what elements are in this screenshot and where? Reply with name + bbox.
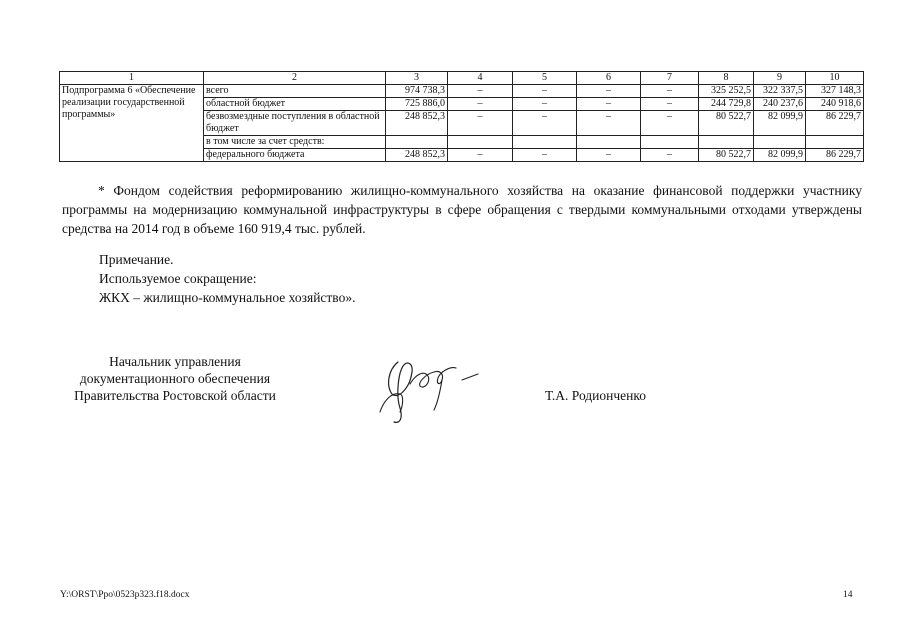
table-cell: – xyxy=(641,111,699,136)
table-cell: 322 337,5 xyxy=(754,85,806,98)
position-line: документационного обеспечения xyxy=(79,371,271,386)
column-header: 10 xyxy=(806,72,864,85)
column-header: 8 xyxy=(699,72,754,85)
note-title: Примечание. xyxy=(99,252,174,267)
table-cell: 248 852,3 xyxy=(386,111,448,136)
table-cell: – xyxy=(513,111,577,136)
table-cell: – xyxy=(448,149,513,162)
table-cell xyxy=(386,136,448,149)
column-header: 3 xyxy=(386,72,448,85)
table-cell: 248 852,3 xyxy=(386,149,448,162)
table-cell: 327 148,3 xyxy=(806,85,864,98)
table-cell: 86 229,7 xyxy=(806,111,864,136)
table-cell: 974 738,3 xyxy=(386,85,448,98)
table-cell: – xyxy=(448,98,513,111)
table-cell: 240 237,6 xyxy=(754,98,806,111)
table-cell xyxy=(699,136,754,149)
table-cell: 80 522,7 xyxy=(699,111,754,136)
row-label: безвозмездные поступления в областной бюджет xyxy=(204,111,386,136)
table-header-row xyxy=(60,72,864,85)
table-cell: 244 729,8 xyxy=(699,98,754,111)
signatory-name: Т.А. Родионченко xyxy=(545,388,646,403)
table-cell: – xyxy=(577,149,641,162)
row-label: всего xyxy=(204,85,386,98)
table-cell: – xyxy=(641,149,699,162)
table-cell: – xyxy=(577,85,641,98)
note-block xyxy=(99,250,355,307)
table-cell: 325 252,5 xyxy=(699,85,754,98)
table-cell: – xyxy=(448,85,513,98)
signatory-position xyxy=(50,353,300,404)
program-name-cell: Подпрограмма 6 «Обеспечение реализации государственной программы» xyxy=(60,85,204,162)
table-cell: 82 099,9 xyxy=(754,149,806,162)
handwritten-signature xyxy=(370,350,490,430)
table-cell: – xyxy=(641,85,699,98)
table-cell: 725 886,0 xyxy=(386,98,448,111)
table-cell: – xyxy=(513,149,577,162)
budget-table xyxy=(59,71,864,162)
table-cell: 80 522,7 xyxy=(699,149,754,162)
table-cell xyxy=(806,136,864,149)
table-cell xyxy=(513,136,577,149)
note-abbreviation: ЖКХ – жилищно-коммунальное хозяйство». xyxy=(99,290,356,305)
table-cell xyxy=(448,136,513,149)
table-cell xyxy=(641,136,699,149)
row-label: областной бюджет xyxy=(204,98,386,111)
table-cell: 240 918,6 xyxy=(806,98,864,111)
table-cell: – xyxy=(577,111,641,136)
column-header: 2 xyxy=(204,72,386,85)
position-line: Правительства Ростовской области xyxy=(74,388,276,403)
table-cell: – xyxy=(641,98,699,111)
page-number: 14 xyxy=(843,590,853,600)
column-header: 1 xyxy=(60,72,204,85)
table-cell: – xyxy=(513,85,577,98)
table-cell: – xyxy=(448,111,513,136)
table-cell: – xyxy=(577,98,641,111)
note-subtitle: Используемое сокращение: xyxy=(99,271,257,286)
table-row xyxy=(60,85,864,98)
column-header: 9 xyxy=(754,72,806,85)
row-label: федерального бюджета xyxy=(204,149,386,162)
column-header: 6 xyxy=(577,72,641,85)
table-cell: – xyxy=(513,98,577,111)
table-cell xyxy=(577,136,641,149)
footnote-text: * Фондом содействия реформированию жилищно-коммунального хозяйства на оказание финансовой поддержки участнику программы на модернизацию коммунальной инфраструктуры в сфере обращения с твердыми коммунальными отходами утверждены средства на 2014 год в объеме 160 919,4 тыс. рублей. xyxy=(62,183,862,236)
row-label: в том числе за счет средств: xyxy=(204,136,386,149)
table-cell: 86 229,7 xyxy=(806,149,864,162)
column-header: 5 xyxy=(513,72,577,85)
table-cell xyxy=(754,136,806,149)
position-line: Начальник управления xyxy=(109,354,241,369)
column-header: 4 xyxy=(448,72,513,85)
table-cell: 82 099,9 xyxy=(754,111,806,136)
footer-file-path: Y:\ORST\Ppo\0523p323.f18.docx xyxy=(60,590,190,600)
column-header: 7 xyxy=(641,72,699,85)
